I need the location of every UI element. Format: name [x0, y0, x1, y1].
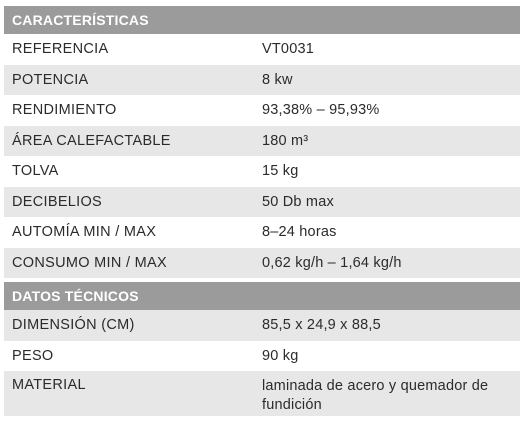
table-row — [4, 156, 520, 187]
table-row — [4, 65, 520, 96]
table-row — [4, 310, 520, 341]
row-label: REFERENCIA — [12, 41, 109, 58]
table-row — [4, 217, 520, 248]
row-value: 8–24 horas — [262, 224, 337, 241]
row-value: 0,62 kg/h – 1,64 kg/h — [262, 254, 402, 271]
row-value: 93,38% – 95,93% — [262, 102, 380, 119]
row-value: VT0031 — [262, 41, 314, 58]
row-label: PESO — [12, 347, 54, 364]
row-value: 85,5 x 24,9 x 88,5 — [262, 317, 381, 334]
row-value: laminada de acero y quemador de fundición — [262, 378, 489, 413]
table-row — [4, 34, 520, 65]
row-label: CONSUMO MIN / MAX — [12, 254, 167, 271]
row-value: 15 kg — [262, 163, 299, 180]
row-label: MATERIAL — [12, 377, 86, 393]
row-value: 50 Db max — [262, 193, 334, 210]
row-label: RENDIMIENTO — [12, 102, 117, 119]
table-row — [4, 341, 520, 372]
section-header-caracteristicas: CARACTERÍSTICAS — [4, 6, 520, 34]
row-label: ÁREA CALEFACTABLE — [12, 132, 171, 149]
row-label: DIMENSIÓN (CM) — [12, 317, 135, 334]
table-row — [4, 371, 520, 416]
row-label: AUTOMÍA MIN / MAX — [12, 224, 157, 241]
section-header-datos-tecnicos: DATOS TÉCNICOS — [4, 282, 520, 310]
spec-table — [4, 6, 520, 416]
row-value: 180 m³ — [262, 132, 309, 149]
row-label: POTENCIA — [12, 71, 89, 88]
table-row — [4, 126, 520, 157]
row-value: 90 kg — [262, 347, 299, 364]
row-label: TOLVA — [12, 163, 59, 180]
row-value: 8 kw — [262, 71, 293, 88]
row-label: DECIBELIOS — [12, 193, 103, 210]
table-row — [4, 187, 520, 218]
table-row — [4, 248, 520, 279]
table-row — [4, 95, 520, 126]
